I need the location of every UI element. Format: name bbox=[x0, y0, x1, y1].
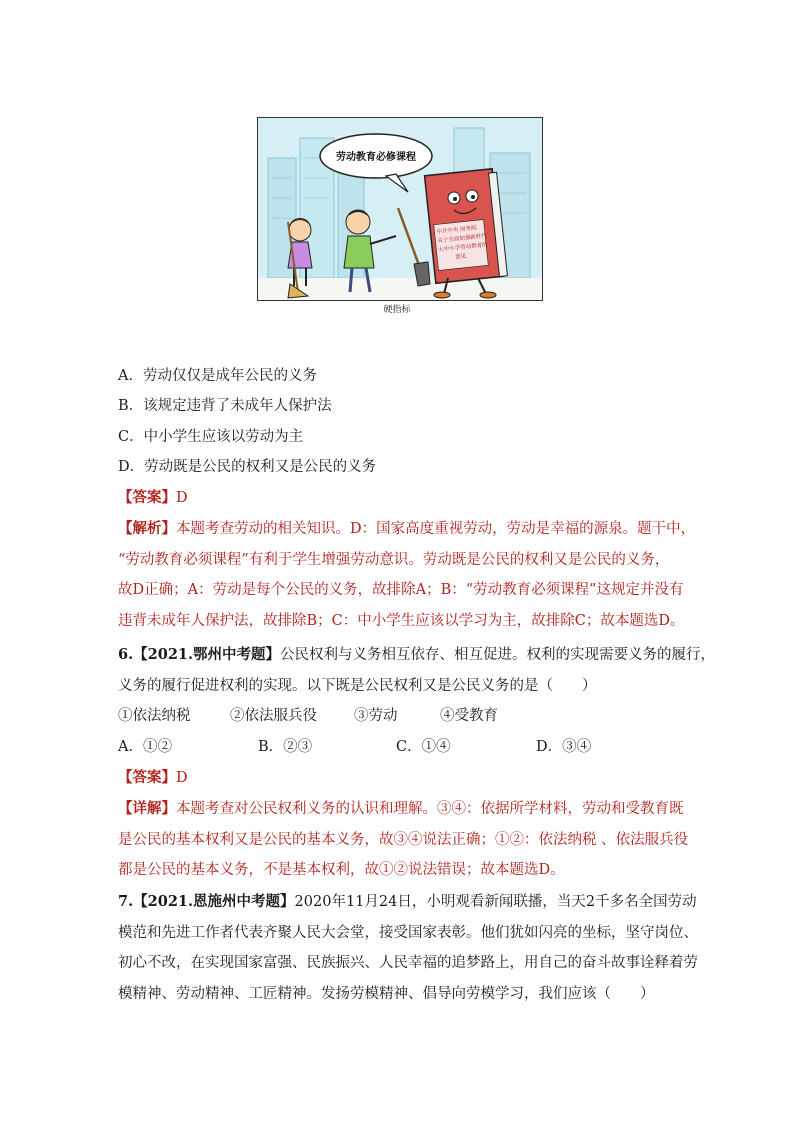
q5-option-c: C．中小学生应该以劳动为主 bbox=[118, 429, 304, 445]
q5-answer bbox=[118, 488, 698, 508]
figure-caption: 硬指标 bbox=[383, 305, 411, 315]
q6-option-d: D．③④ bbox=[536, 739, 592, 755]
q6-items-row bbox=[118, 706, 698, 726]
cartoon-illustration bbox=[258, 118, 542, 300]
q6-item-4: ④受教育 bbox=[440, 708, 498, 724]
q7-source: 【2021.恩施州中考题】 bbox=[133, 893, 295, 910]
q6-answer-label: 【答案】 bbox=[118, 769, 176, 786]
q6-item-1: ①依法纳税 bbox=[118, 708, 191, 724]
q6-option-b: B．②③ bbox=[258, 739, 313, 755]
q6-detail-label: 【详解】 bbox=[118, 800, 176, 817]
book-line-2: 关于全面加强新时代 bbox=[437, 233, 488, 245]
q7-number: 7. bbox=[118, 893, 134, 910]
q6-stem-text-1: 公民权利与义务相互依存、相互促进。权利的实现需要义务的履行， bbox=[280, 647, 716, 663]
q6-detail-line-3: 都是公民的基本义务，不是基本权利，故①②说法错误；故本题选D。 bbox=[118, 862, 565, 878]
q6-detail-line-1 bbox=[118, 799, 698, 819]
q6-stem-line-2: 义务的履行促进权利的实现。以下既是公民权利又是公民义务的是（ ） bbox=[118, 678, 597, 694]
q7-stem-line-2: 模范和先进工作者代表齐聚人民大会堂，接受国家表彰。他们犹如闪亮的坐标，坚守岗位、 bbox=[118, 925, 698, 941]
q6-detail-line-2: 是公民的基本权利又是公民的基本义务，故③④说法正确；①②：依法纳税 、依法服兵役 bbox=[118, 832, 689, 848]
book-line-1: 中共中央 国务院 bbox=[436, 225, 477, 236]
q5-analysis-line-1 bbox=[118, 519, 698, 539]
q6-answer bbox=[118, 768, 698, 788]
q6-detail-text-1: 本题考查对公民权利义务的认识和理解。③④：依据所学材料，劳动和受教育既 bbox=[176, 801, 684, 817]
q5-analysis-text-1: 本题考查劳动的相关知识。D：国家高度重视劳动，劳动是幸福的源泉。题干中， bbox=[176, 521, 696, 537]
q5-option-a: A．劳动仅仅是成年公民的义务 bbox=[118, 368, 317, 384]
q5-analysis-line-4: 违背未成年人保护法，故排除B；C：中小学生应该以学习为主，故排除C；故本题选D。 bbox=[118, 613, 685, 629]
cartoon-figure bbox=[257, 117, 543, 301]
q6-option-a: A．①② bbox=[118, 739, 172, 755]
bubble-text: 劳动教育必修课程 bbox=[336, 152, 416, 163]
q6-source: 【2021.鄂州中考题】 bbox=[133, 646, 281, 663]
q5-answer-value: D bbox=[176, 490, 188, 506]
q6-item-2: ②依法服兵役 bbox=[230, 708, 317, 724]
q7-stem-line-1 bbox=[118, 892, 698, 912]
q6-answer-value: D bbox=[176, 770, 188, 786]
q5-analysis-line-3: 故D正确；A：劳动是每个公民的义务，故排除A；B：“劳动教育必须课程”这规定并没有 bbox=[118, 582, 684, 598]
q5-analysis-line-2: “劳动教育必须课程”有利于学生增强劳动意识。劳动既是公民的权利又是公民的义务， bbox=[118, 552, 670, 568]
q5-answer-label: 【答案】 bbox=[118, 489, 176, 506]
q6-options-row bbox=[118, 737, 698, 757]
q7-stem-line-4: 模精神、劳动精神、工匠精神。发扬劳模精神、倡导向劳模学习，我们应该（ ） bbox=[118, 986, 655, 1002]
q6-option-c: C．①④ bbox=[396, 739, 451, 755]
q5-option-b: B．该规定违背了未成年人保护法 bbox=[118, 398, 332, 414]
q5-analysis-label: 【解析】 bbox=[118, 520, 176, 537]
q6-item-3: ③劳动 bbox=[354, 708, 398, 724]
book-line-4: 意见 bbox=[454, 253, 467, 261]
q7-stem-line-3: 初心不改，在实现国家富强、民族振兴、人民幸福的追梦路上，用自己的奋斗故事诠释着劳 bbox=[118, 955, 698, 971]
q7-stem-text-1: 2020年11月24日，小明观看新闻联播，当天2千多名全国劳动 bbox=[294, 894, 697, 910]
q6-stem-line-1 bbox=[118, 645, 716, 665]
q5-option-d: D．劳动既是公民的权利又是公民的义务 bbox=[118, 459, 377, 475]
q6-number: 6. bbox=[118, 646, 134, 663]
book-line-3: 大中小学劳动教育的 bbox=[438, 242, 488, 254]
